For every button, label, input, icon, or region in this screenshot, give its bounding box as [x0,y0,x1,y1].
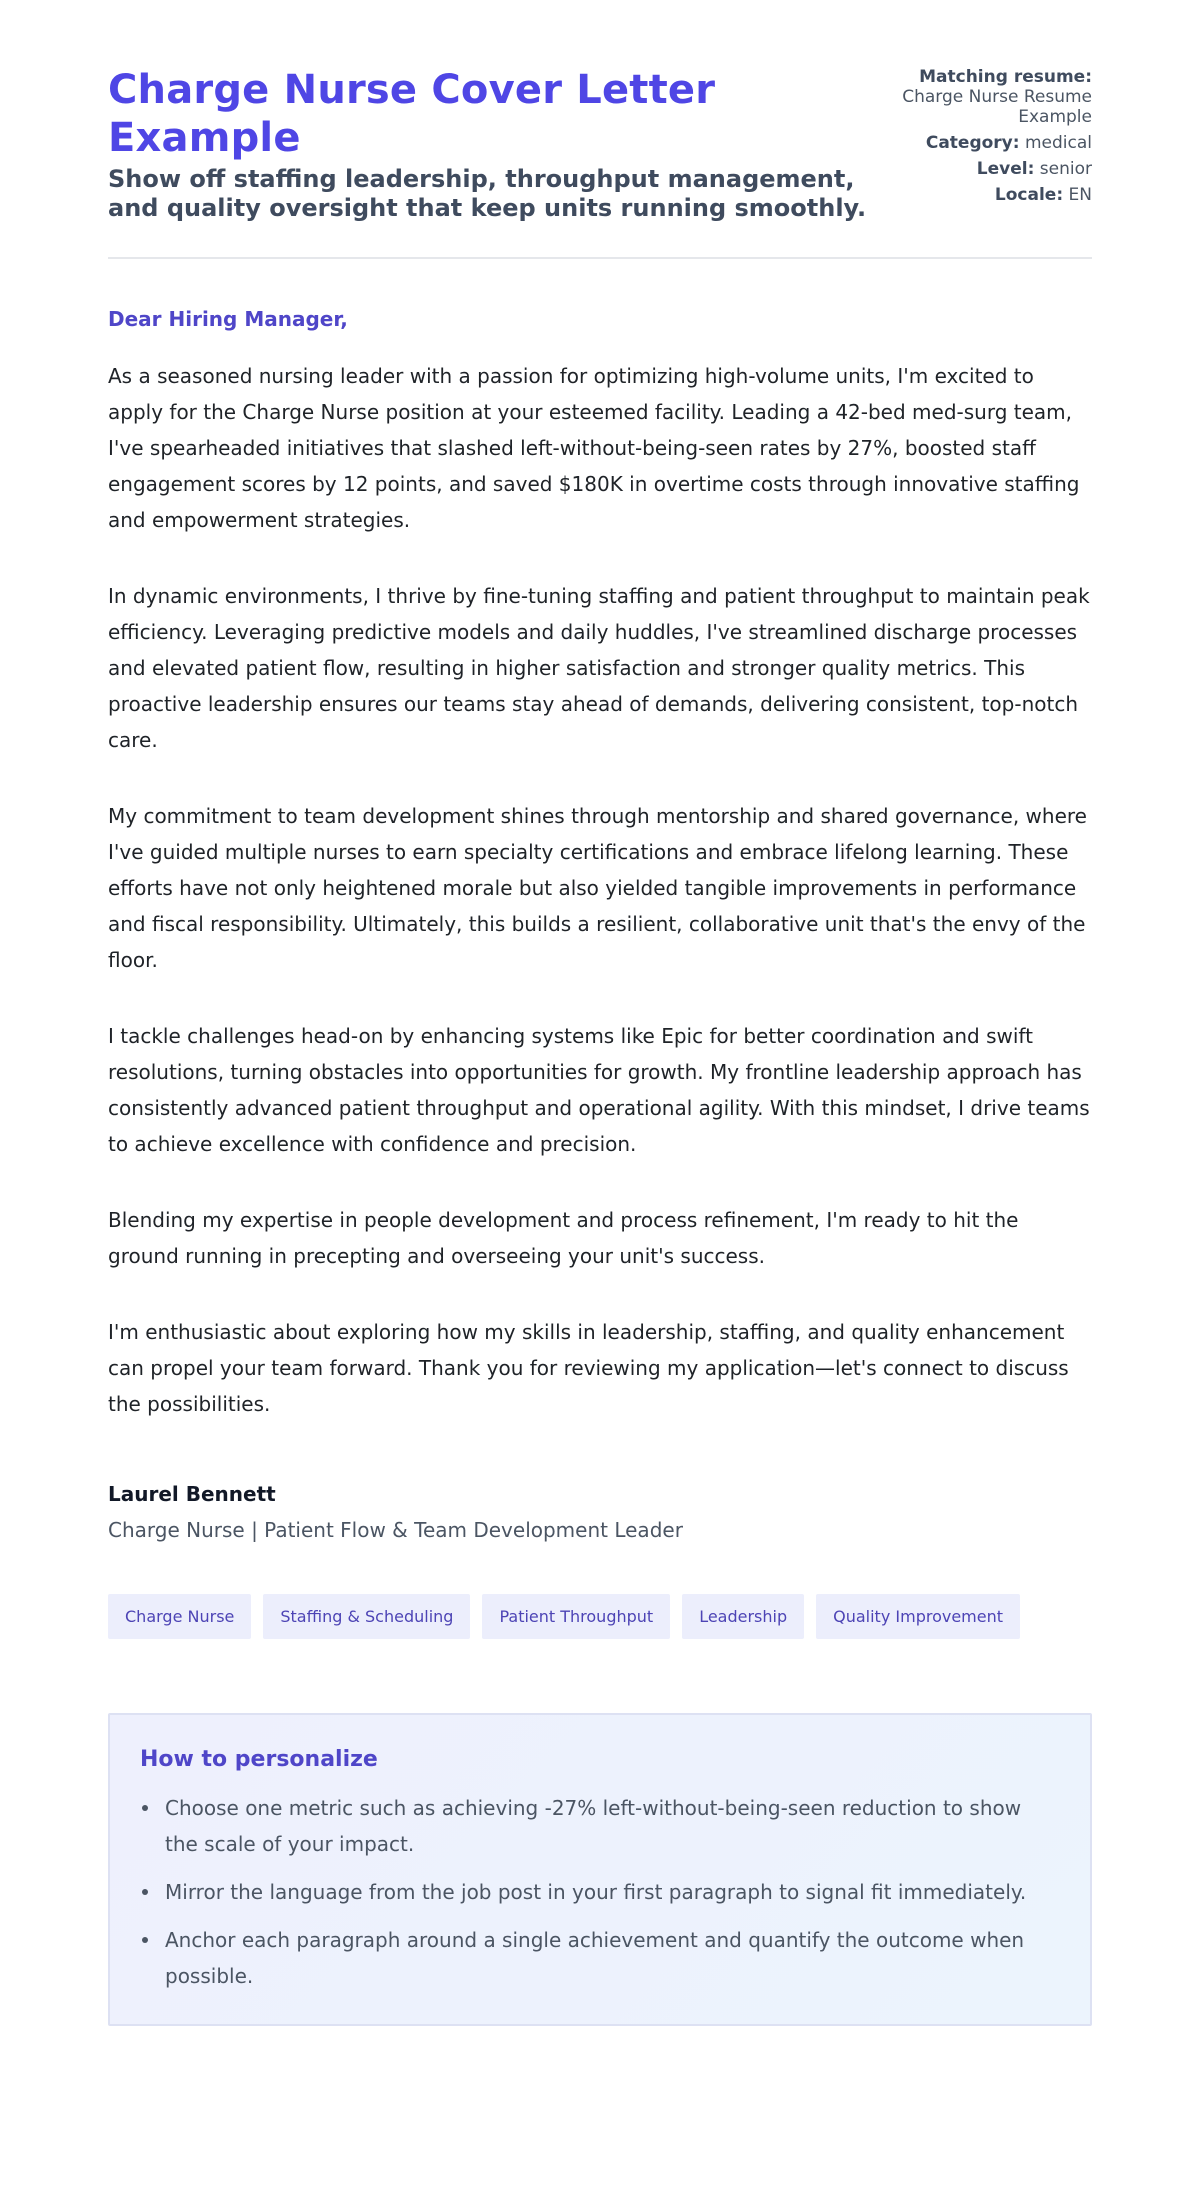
meta-matching-resume-value: Charge Nurse Resume Example [902,87,1092,127]
meta-panel [876,67,1092,211]
meta-level-label: Level: [976,159,1035,179]
callout-list-item [140,1922,1060,1994]
meta-category-value: medical [1024,133,1092,153]
letter-paragraph: I tackle challenges head-on by enhancing systems like Epic for better coordination and swift resolutions, turning obstacles into opportunities for growth. My frontline leadership approach has consistently advanced patient throughput and operational agility. With this mindset, I drive teams to achieve excellence with confidence and precision. [108,1024,1090,1156]
meta-category [876,133,1092,153]
letter-greeting: Dear Hiring Manager, [108,307,348,331]
tag-list [108,1594,1092,1639]
callout-list-item [140,1790,1060,1862]
tag-leadership[interactable]: Leadership [682,1594,804,1639]
meta-locale-value: EN [1068,185,1092,205]
callout-title: How to personalize [140,1747,378,1772]
meta-category-label: Category: [925,133,1020,153]
tag-staffing-scheduling[interactable]: Staffing & Scheduling [263,1594,470,1639]
callout-item-text: Mirror the language from the job post in your first paragraph to signal fit immediately. [165,1880,1027,1904]
letter-paragraph: In dynamic environments, I thrive by fine-tuning staffing and patient throughput to maintain peak efficiency. Leveraging predictive models and daily huddles, I've streamlined discharge processes and elevated patient flow, resulting in higher satisfaction and stronger quality metrics. This proactive leadership ensures our teams stay ahead of demands, delivering consistent, top-notch care. [108,584,1090,752]
meta-locale [876,185,1092,205]
tag-patient-throughput[interactable]: Patient Throughput [482,1594,670,1639]
callout-list-item [140,1874,1060,1910]
callout-item-text: Anchor each paragraph around a single achievement and quantify the outcome when possible. [165,1928,1025,1988]
signature-name: Laurel Bennett [108,1482,276,1506]
personalize-callout [108,1713,1092,2026]
bullet-icon [142,1805,148,1811]
signature-title: Charge Nurse | Patient Flow & Team Development Leader [108,1518,683,1542]
letter-body [108,358,1092,1422]
page-subtitle: Show off staffing leadership, throughput management, and quality oversight that keep units running smoothly. [108,165,867,222]
bullet-icon [142,1937,148,1943]
letter-paragraph: I'm enthusiastic about exploring how my skills in leadership, staffing, and quality enhancement can propel your team forward. Thank you for reviewing my application—let's connect to discuss the possibilities. [108,1320,1069,1416]
callout-list [140,1790,1060,1994]
callout-item-text: Choose one metric such as achieving -27% left-without-being-seen reduction to show the scale of your impact. [165,1796,1022,1856]
tag-charge-nurse[interactable]: Charge Nurse [108,1594,251,1639]
tag-quality-improvement[interactable]: Quality Improvement [816,1594,1020,1639]
letter-paragraph: My commitment to team development shines through mentorship and shared governance, where I've guided multiple nurses to earn specialty certifications and embrace lifelong learning. These efforts have not only heightened morale but also yielded tangible improvements in performance and fiscal responsibility. Ultimately, this builds a resilient, collaborative unit that's the envy of the floor. [108,804,1087,972]
meta-locale-label: Locale: [994,185,1064,205]
page-title: Charge Nurse Cover Letter Example [108,67,716,161]
signature-block [108,1482,1092,1542]
letter-paragraph: As a seasoned nursing leader with a passion for optimizing high-volume units, I'm excited to apply for the Charge Nurse position at your esteemed facility. Leading a 42-bed med-surg team, I've spearheaded initiatives that slashed left-without-being-seen rates by 27%, boosted staff engagement scores by 12 points, and saved $180K in overtime costs through innovative staffing and empowerment strategies. [108,364,1080,532]
header-titles [108,66,876,223]
meta-matching-resume-label: Matching resume: [919,67,1092,87]
page-header [108,66,1092,259]
meta-matching-resume [876,67,1092,127]
bullet-icon [142,1889,148,1895]
meta-level [876,159,1092,179]
meta-level-value: senior [1039,159,1092,179]
letter-paragraph: Blending my expertise in people development and process refinement, I'm ready to hit the ground running in precepting and overseeing your unit's success. [108,1208,1019,1268]
